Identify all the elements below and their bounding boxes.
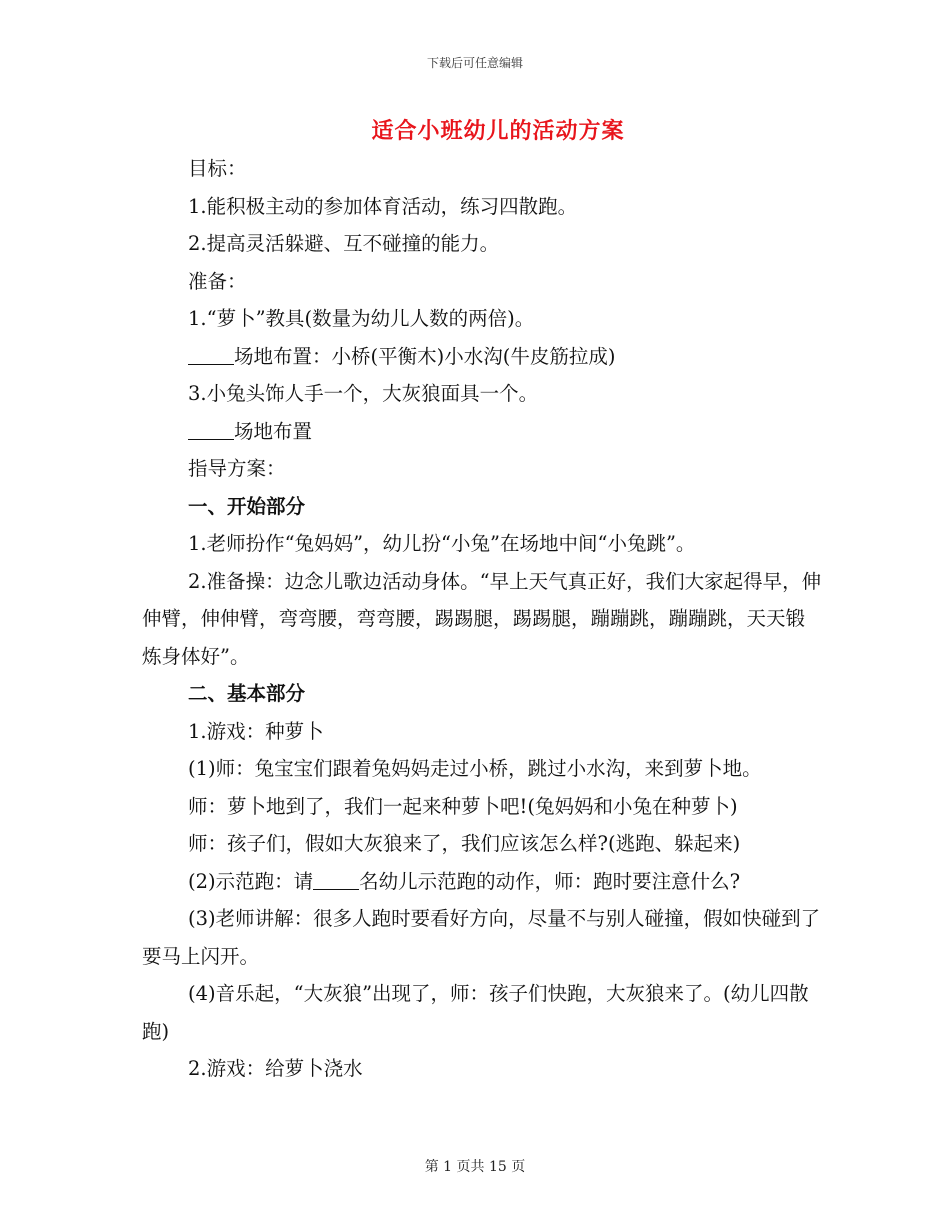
game-1-step-1-dialog-a: 师：萝卜地到了，我们一起来种萝卜吧!(兔妈妈和小兔在种萝卜) bbox=[188, 794, 738, 818]
game-1-step-1-dialog-b: 师：孩子们，假如大灰狼来了，我们应该怎么样?(逃跑、躲起来) bbox=[188, 832, 741, 855]
game-1-title: 1.游戏：种萝卜 bbox=[188, 719, 324, 743]
prep-item-1: 1.“萝卜”教具(数量为幼儿人数的两倍)。 bbox=[188, 307, 535, 330]
fill-blank bbox=[313, 871, 359, 890]
document-title: 适合小班幼儿的活动方案 bbox=[371, 118, 625, 144]
fill-blank bbox=[188, 346, 234, 365]
game-1-step-2-a: (2)示范跑：请 bbox=[188, 869, 314, 893]
start-item-2: 2.准备操：边念儿歌边活动身体。“早上天气真正好，我们大家起得早，伸伸臂，伸伸臂，弯弯腰，弯弯腰，踢踢腿，踢踢腿，蹦蹦跳，蹦蹦跳，天天锻炼身体好”。 bbox=[142, 569, 822, 668]
goal-heading: 目标： bbox=[188, 157, 247, 180]
prep-item-4-text: 场地布置 bbox=[234, 419, 313, 443]
section-heading-start: 一、开始部分 bbox=[188, 494, 306, 518]
game-1-step-4: (4)音乐起，“大灰狼”出现了，师：孩子们快跑，大灰狼来了。(幼儿四散跑) bbox=[142, 982, 809, 1043]
goal-item-2: 2.提高灵活躲避、互不碰撞的能力。 bbox=[188, 232, 500, 255]
section-heading-basic: 二、基本部分 bbox=[188, 682, 306, 705]
prep-item-2 bbox=[142, 338, 822, 376]
game-1-step-1: (1)师：兔宝宝们跟着兔妈妈走过小桥，跳过小水沟，来到萝卜地。 bbox=[188, 757, 762, 780]
page-footer: 第 1 页共 15 页 bbox=[424, 1159, 526, 1175]
prep-item-2-text: 场地布置：小桥(平衡木)小水沟(牛皮筋拉成) bbox=[234, 344, 616, 368]
header-note: 下载后可任意编辑 bbox=[426, 56, 523, 70]
game-1-step-3: (3)老师讲解：很多人跑时要看好方向，尽量不与别人碰撞，假如快碰到了要马上闪开。 bbox=[142, 907, 821, 968]
game-1-step-2 bbox=[142, 863, 822, 901]
prep-item-3: 3.小兔头饰人手一个，大灰狼面具一个。 bbox=[188, 382, 539, 405]
start-item-1: 1.老师扮作“兔妈妈”，幼儿扮“小兔”在场地中间“小兔跳”。 bbox=[188, 532, 696, 555]
fill-blank bbox=[188, 421, 234, 440]
prep-heading: 准备： bbox=[188, 269, 247, 293]
document-body bbox=[142, 150, 822, 1088]
goal-item-1: 1.能积极主动的参加体育活动，练习四散跑。 bbox=[188, 194, 578, 218]
guide-heading: 指导方案： bbox=[188, 457, 286, 480]
prep-item-4 bbox=[142, 413, 822, 451]
game-2-title: 2.游戏：给萝卜浇水 bbox=[188, 1057, 363, 1080]
game-1-step-2-b: 名幼儿示范跑的动作，师：跑时要注意什么? bbox=[359, 869, 741, 893]
